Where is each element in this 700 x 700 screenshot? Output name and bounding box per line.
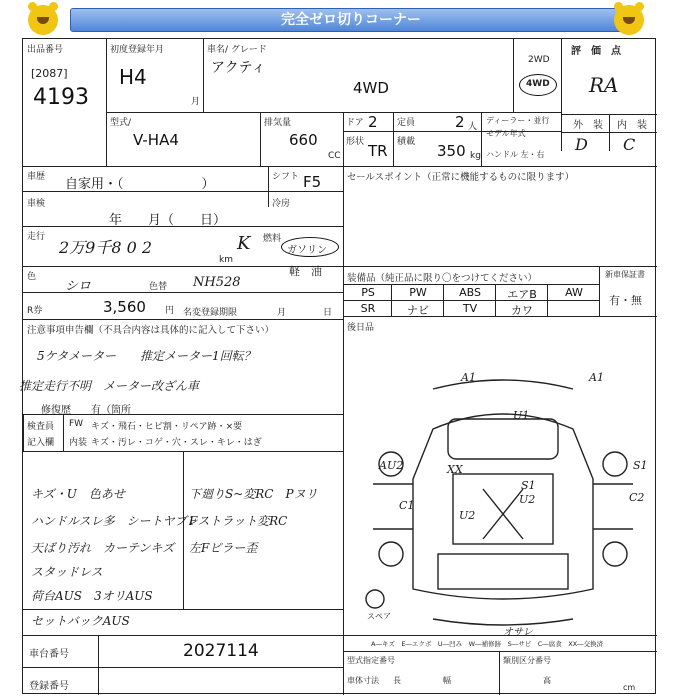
mark-u1: U1 — [513, 409, 530, 422]
grade-label: 評 価 点 — [571, 46, 621, 57]
handle-label: ハンドル 左・右 — [486, 150, 545, 159]
mark-s1-center: S1 — [521, 479, 536, 492]
mark-au2: AU2 — [379, 459, 404, 472]
chassis-label: 車台番号 — [29, 649, 69, 660]
mark-a1-right: A1 — [589, 371, 604, 384]
model-type-value: V-HA4 — [133, 131, 179, 149]
form-length: 長 — [393, 676, 401, 685]
inspector-int-items: キズ・汚レ・コゲ・穴・スレ・キレ・はぎ — [91, 438, 262, 448]
inspection-label: 車検 — [27, 199, 46, 209]
doors-label: ドア — [346, 118, 364, 128]
car-damage-diagram — [353, 359, 653, 629]
equip-pw: PW — [409, 286, 427, 299]
fuel-circled: ガソリン — [287, 245, 327, 256]
shift-label: シフト — [272, 172, 300, 182]
mileage-tag: K — [237, 233, 251, 254]
inspector-ext-label: FW — [69, 419, 84, 429]
load-label: 積載 — [397, 137, 416, 147]
body-shape-value: TR — [368, 142, 388, 160]
car-name: アクティ — [211, 60, 266, 76]
load-unit: kg — [470, 151, 481, 161]
exterior-value: D — [575, 135, 588, 154]
auction-sheet — [19, 38, 656, 694]
interior-label: 内 装 — [617, 120, 647, 131]
capacity-label: 定員 — [397, 118, 416, 128]
equip-ps: PS — [361, 286, 375, 299]
notes-line1: 5ケタメーター 推定メーター1回転？ — [37, 349, 256, 363]
form-height: 高 — [543, 676, 551, 685]
mileage-label: 走行 — [27, 232, 46, 242]
inspector-ext-items: キズ・飛石・ヒビ割・リペア跡・×要 — [91, 422, 243, 432]
model-type-label: 型式/ — [110, 118, 132, 128]
bear-logo-left-icon — [28, 5, 58, 35]
banner-title: 完全ゼロ切りコーナー — [70, 8, 632, 32]
aircon-label: 冷房 — [272, 199, 291, 209]
name-change-label: 名変登録期限 — [183, 308, 238, 318]
hw-left-4: スタッドレス — [31, 565, 103, 579]
lot-sub: [2087] — [31, 67, 68, 80]
inspection-value: 年 月（ 日） — [109, 213, 227, 228]
header-banner — [0, 0, 700, 40]
equip-airbag: エアB — [507, 288, 537, 301]
grade-value: RA — [589, 73, 619, 97]
mark-c2: C2 — [629, 491, 645, 504]
mark-osare: オサレ — [503, 627, 533, 638]
hw-right-3: 左Fピラー歪 — [189, 541, 258, 555]
drive-2wd: 2WD — [528, 55, 550, 65]
color-code: NH528 — [193, 275, 241, 290]
bear-logo-right-icon — [614, 5, 644, 35]
mark-u2-left: U2 — [459, 509, 476, 522]
dealer-label: ディーラー・並行 — [486, 116, 550, 125]
mark-s1-right: S1 — [633, 459, 648, 472]
equip-sr: SR — [360, 302, 376, 315]
color-value: シロ — [65, 279, 92, 294]
color-label: 色 — [27, 272, 37, 282]
recycle-value: 3,560 — [103, 298, 146, 316]
displacement-label: 排気量 — [264, 118, 292, 128]
shift-value: F5 — [303, 173, 322, 191]
delivery-label: 後日品 — [347, 323, 375, 333]
damage-legend: A―キズ E―エクボ U―凹み W―補修跡 S―サビ C―腐食 XX―交換済 — [371, 640, 604, 648]
history-label: 車歴 — [27, 172, 46, 182]
mark-spare: スペア — [367, 612, 391, 621]
interior-value: C — [623, 135, 636, 154]
equip-leather: カワ — [511, 304, 533, 317]
equip-aw: AW — [565, 286, 583, 299]
car-grade: 4WD — [353, 79, 389, 97]
doors-value: 2 — [368, 113, 378, 131]
first-reg-month: 月 — [191, 97, 201, 107]
fuel-alt: 軽 油 — [289, 265, 322, 278]
equip-abs: ABS — [459, 286, 481, 299]
registration-label: 登録番号 — [29, 681, 69, 692]
repair-history: 修復歴 有（箇所 — [41, 405, 131, 416]
first-reg-label: 初度登録年月 — [110, 45, 165, 55]
name-change-month: 月 — [277, 308, 287, 318]
chassis-value: 2027114 — [183, 641, 259, 661]
inspector-label2: 記入欄 — [27, 438, 55, 448]
hw-left-6: セットバックAUS — [31, 614, 130, 628]
recycle-unit: 円 — [165, 306, 175, 316]
inspector-int-label: 内装 — [69, 438, 88, 448]
form-type-number: 型式指定番号 — [347, 656, 395, 665]
hw-right-2: Fストラット変RC — [189, 514, 288, 528]
mileage-value: 2万9千8 0 2 — [59, 238, 153, 257]
color-code-label: 色替 — [149, 282, 168, 292]
form-body-size: 車体寸法 — [347, 676, 379, 685]
warranty-label: 新車保証書 — [605, 270, 645, 279]
model-year-label: モデル年式 — [486, 129, 526, 138]
hw-left-5: 荷台AUS 3オリAUS — [31, 589, 153, 603]
mileage-unit: km — [219, 255, 233, 265]
notes-line2: 推定走行不明 メーター改ざん車 — [19, 379, 200, 393]
drive-4wd: 4WD — [526, 79, 550, 89]
form-units: cm — [623, 683, 636, 692]
sales-points-label: セールスポイント（正常に機能するものに限ります） — [347, 172, 575, 183]
hw-left-2: ハンドルスレ多 シートヤブレ — [31, 514, 199, 528]
displacement-value: 660 — [289, 131, 318, 149]
hw-right-1: 下廻りS~変RC Pヌリ — [189, 487, 318, 501]
mark-u2-center: U2 — [519, 493, 536, 506]
mark-a1-left: A1 — [461, 371, 476, 384]
mark-c1: C1 — [399, 499, 415, 512]
recycle-label: R券 — [27, 306, 43, 316]
first-reg-value: H4 — [119, 65, 147, 89]
load-value: 350 — [437, 142, 466, 160]
capacity-unit: 人 — [468, 122, 478, 132]
history-value: 自家用・（ ） — [65, 177, 215, 192]
warranty-value: 有・無 — [609, 294, 642, 307]
hw-left-1: キズ・U 色あせ — [31, 487, 125, 501]
form-class-number: 類別区分番号 — [503, 656, 551, 665]
mark-xx: XX — [447, 463, 463, 476]
fuel-label: 燃料 — [263, 234, 282, 244]
lot-number: 4193 — [33, 85, 89, 110]
lot-label: 出品番号 — [27, 45, 64, 55]
car-name-label: 車名/ グレード — [207, 45, 267, 55]
equip-navi: ナビ — [407, 304, 429, 317]
capacity-value: 2 — [455, 113, 465, 131]
equip-tv: TV — [462, 302, 478, 315]
equipment-label: 装備品（純正品に限り〇をつけてください） — [347, 273, 538, 284]
exterior-label: 外 装 — [573, 120, 603, 131]
hw-left-3: 天ばり汚れ カーテンキズ — [31, 541, 175, 555]
name-change-day: 日 — [323, 308, 333, 318]
notes-label: 注意事項申告欄（不具合内容は具体的に記入して下さい） — [27, 325, 275, 336]
form-width: 幅 — [443, 676, 451, 685]
inspector-label1: 検査員 — [27, 422, 55, 432]
body-shape-label: 形状 — [346, 137, 365, 147]
displacement-unit: CC — [328, 151, 341, 161]
